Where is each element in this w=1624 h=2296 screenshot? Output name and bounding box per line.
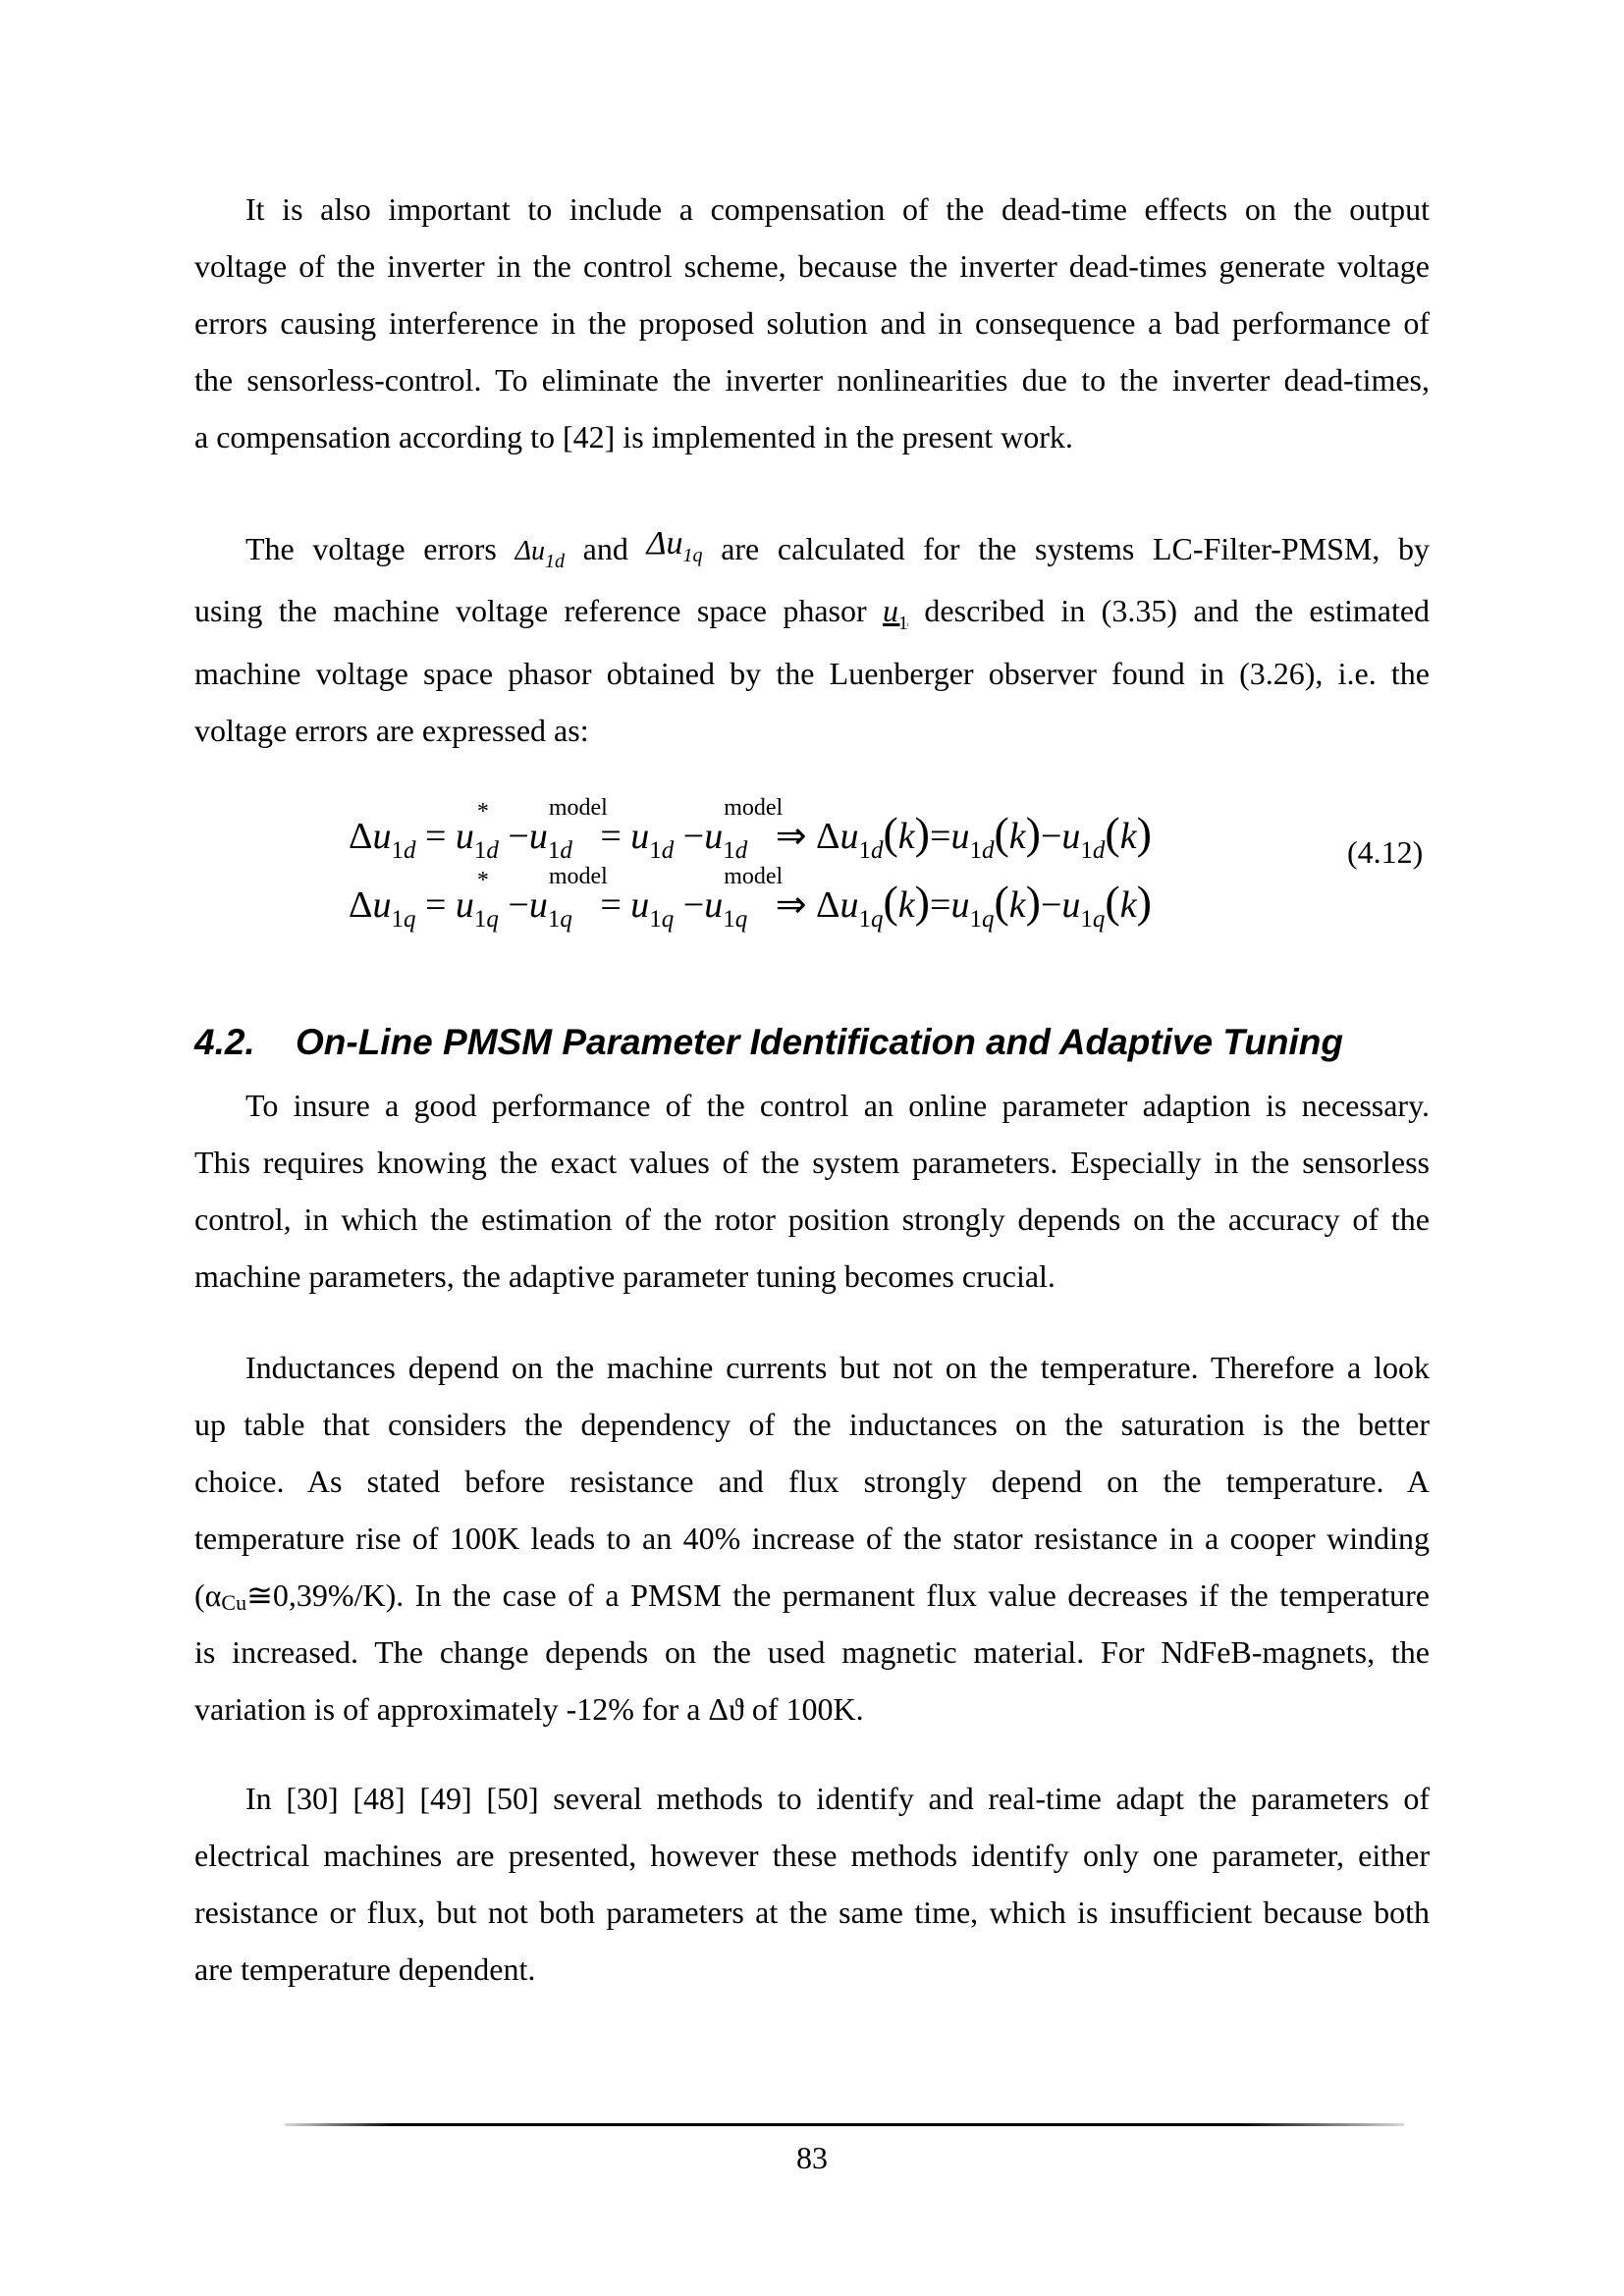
text-line: are temperature dependent. — [194, 1951, 536, 1987]
paragraph-online-adaption — [194, 1077, 1430, 1305]
text-line: The voltage errors $\Delta u_{1d}$ and $\Delta u_{1q}$ are calculated for the systems LC-Filter-PMSM, by — [245, 525, 1431, 572]
paragraph-dead-time-compensation — [194, 181, 1430, 465]
paragraph-inductances-temperature — [194, 1339, 1430, 1737]
text-line: electrical machines are presented, however these methods identify only one parameter, either — [194, 1838, 1430, 1873]
text-line: control, in which the estimation of the rotor position strongly depends on the accuracy of the — [194, 1201, 1430, 1237]
text-line: errors causing interference in the proposed solution and in consequence a bad performance of — [194, 305, 1430, 341]
text-line: using the machine voltage reference space phasor $u_1$ described in (3.35) and the estimated — [194, 593, 1431, 634]
text-line: is increased. The change depends on the used magnetic material. For NdFeB-magnets, the — [194, 1634, 1430, 1670]
section-title: On-Line PMSM Parameter Identification and Adaptive Tuning — [296, 1022, 1343, 1062]
text-line: voltage errors are expressed as: — [194, 713, 589, 748]
equation-number: (4.12) — [1347, 834, 1424, 870]
section-number: 4.2. — [194, 1022, 255, 1062]
text-line: In [30] [48] [49] [50] several methods to identify and real-time adapt the parameters of — [245, 1781, 1430, 1816]
text-line: (αCu≅0,39%/K). In the case of a PMSM the permanent flux value decreases if the temperature — [194, 1577, 1430, 1615]
text-line: Inductances depend on the machine currents but not on the temperature. Therefore a look — [245, 1350, 1430, 1385]
symbol-delta-u1d: $\Delta u_{1d}$ — [514, 536, 565, 572]
text-line: the sensorless-control. To eliminate the inverter nonlinearities due to the inverter dead-times, — [194, 362, 1430, 398]
text-line: machine voltage space phasor obtained by the Luenberger observer found in (3.26), i.e. the — [194, 656, 1430, 691]
equation-line-d: $\Delta u_{1d} = u$ * $_{1d}$ −u model $_{1d}$ = $u_{1d} -u$ model $_{1d}$ ⇒ $\Delta u_{1d}(k)=u_{1d}(k)-u_{1d}(k)$ — [349, 795, 1152, 864]
paragraph-voltage-errors — [194, 515, 1430, 759]
equation-line-q: $\Delta u_{1q} = u$ * $_{1q}$ −u model $_{1q}$ = $u_{1q} -u$ model $_{1q}$ ⇒ $\Delta u_{1q}(k)=u_{1q}(k)-u_{1q}(k)$ — [349, 864, 1152, 933]
text-line: It is also important to include a compensation of the dead-time effects on the output — [245, 191, 1430, 227]
text-line: variation is of approximately -12% for a Δϑ of 100K. — [194, 1691, 864, 1727]
page-number: 83 — [796, 2140, 828, 2175]
text-line: up table that considers the dependency of the inductances on the saturation is the better — [194, 1407, 1430, 1442]
text-line: resistance or flux, but not both parameters at the same time, which is insufficient because both — [194, 1895, 1430, 1930]
text-line: voltage of the inverter in the control scheme, because the inverter dead-times generate voltage — [194, 248, 1430, 284]
text-line: This requires knowing the exact values of the system parameters. Especially in the sensorless — [194, 1145, 1430, 1180]
paragraph-identification-methods — [194, 1770, 1430, 1998]
text-line: To insure a good performance of the control an online parameter adaption is necessary. — [245, 1088, 1430, 1123]
symbol-delta-theta: Δϑ — [708, 1691, 744, 1727]
footer-rule — [285, 2123, 1404, 2126]
text-line: temperature rise of 100K leads to an 40% increase of the stator resistance in a cooper winding — [194, 1521, 1430, 1556]
symbol-delta-u1q: $\Delta u_{1q}$ — [646, 525, 703, 566]
text-line: a compensation according to [42] is implemented in the present work. — [194, 419, 1073, 454]
text-line: choice. As stated before resistance and flux strongly depend on the temperature. A — [194, 1464, 1430, 1499]
text-line: machine parameters, the adaptive parameter tuning becomes crucial. — [194, 1258, 1056, 1294]
section-heading — [194, 1016, 1343, 1069]
symbol-u1-phasor: $u_1$ — [883, 593, 909, 634]
